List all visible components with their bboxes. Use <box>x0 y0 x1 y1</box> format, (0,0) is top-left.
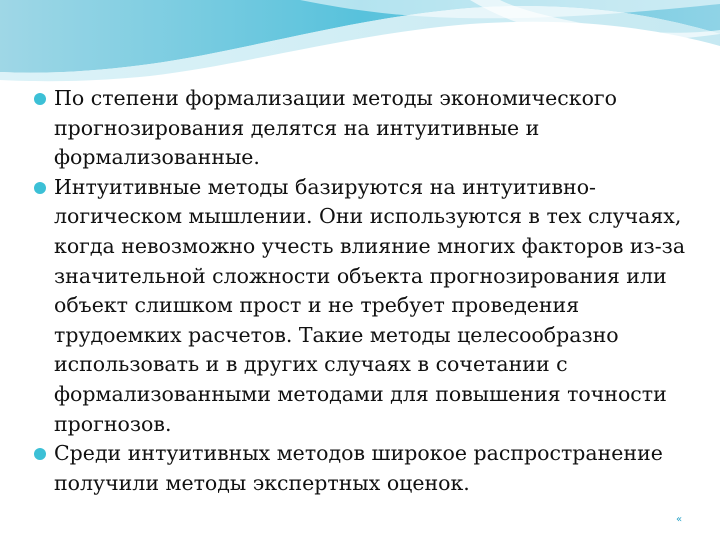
bullet-icon <box>34 182 46 194</box>
header-wave-decoration <box>0 0 720 90</box>
bullet-item <box>34 439 694 498</box>
page-number: « <box>676 514 683 525</box>
bullet-icon <box>34 93 46 105</box>
bullet-list <box>34 84 694 498</box>
bullet-item <box>34 173 694 439</box>
bullet-text: По степени формализации методы экономического прогнозирования делятся на интуитивные и формализованные. <box>54 86 617 170</box>
bullet-text: Среди интуитивных методов широкое распространение получили методы экспертных оценок. <box>54 441 663 495</box>
bullet-icon <box>34 448 46 460</box>
bullet-item <box>34 84 694 173</box>
bullet-text: Интуитивные методы базируются на интуитивно-логическом мышлении. Они используются в тех случаях, когда невозможно учесть влияние многих факторов из-за значительной сложности объекта прогнозирования или объект слишком прост и не требует проведения трудоемких расчетов. Такие методы целесообразно использовать и в других случаях в сочетании с формализованными методами для повышения точности прогнозов. <box>54 174 686 436</box>
